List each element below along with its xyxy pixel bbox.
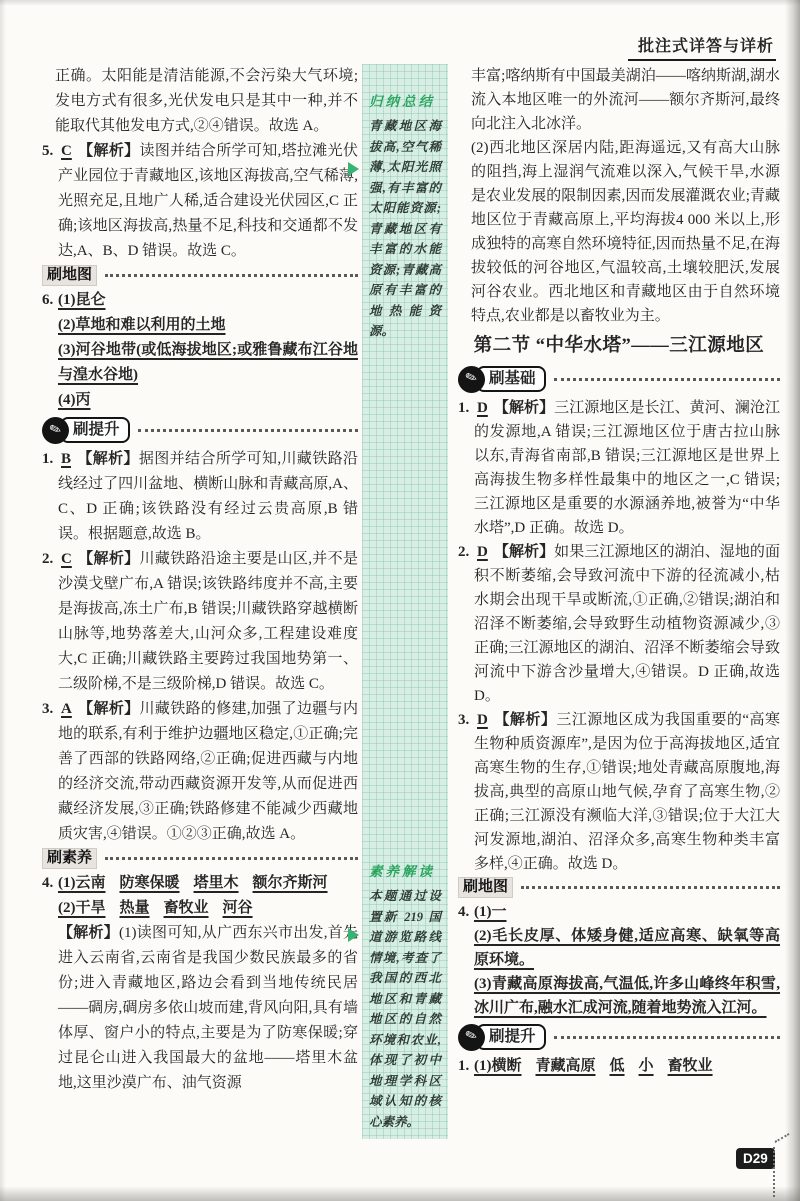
page-header-title: 批注式详答与详析 bbox=[628, 33, 776, 61]
badge-row-shua-tisheng bbox=[458, 1022, 780, 1052]
analysis-tag: 【解析】 bbox=[77, 701, 140, 717]
question-number: 4. bbox=[458, 904, 470, 920]
fill-answer: 畜牧业 bbox=[667, 1058, 713, 1074]
page-number-badge: D29 bbox=[736, 1148, 775, 1169]
badge-row-shua-ditu bbox=[458, 877, 780, 898]
answer-item-4 bbox=[42, 871, 358, 1096]
answer-item-3 bbox=[42, 697, 358, 847]
dotted-leader bbox=[554, 378, 780, 381]
fill-answer-row bbox=[58, 871, 358, 896]
dotted-leader bbox=[105, 857, 358, 860]
note-text: 本题通过设置新 219 国道游览路线情境,考查了我国的西北地区和青藏地区的自然环境和农业,体现了初中地理学科区域认知的核心素养。 bbox=[369, 889, 441, 1129]
fill-answer: (2)草地和难以利用的土地 bbox=[58, 317, 226, 333]
fill-answer: (3)青藏高原海拔高,气温低,许多山峰终年积雪,冰川广布,融水汇成河流,随着地势流入江河。 bbox=[474, 976, 780, 1016]
badge-shua-tisheng: 刷提升 bbox=[476, 1024, 546, 1050]
fill-answer-row bbox=[474, 1054, 780, 1078]
pen-icon: ✎ bbox=[458, 1024, 485, 1051]
answer-item-last bbox=[458, 1054, 780, 1078]
question-number: 1. bbox=[458, 1058, 470, 1074]
fill-answer: 河谷 bbox=[222, 900, 253, 916]
analysis-tag: 【解析】 bbox=[58, 925, 119, 941]
margin-note-strip bbox=[362, 64, 448, 1139]
question-number: 3. bbox=[458, 712, 470, 728]
badge-shua-tisheng: 刷提升 bbox=[60, 417, 130, 443]
note-guina-zongjie bbox=[369, 90, 441, 342]
left-column bbox=[42, 64, 358, 1096]
answer-letter: C bbox=[61, 143, 72, 159]
analysis-text: 读图并结合所学可知,塔拉滩光伏产业园位于青藏地区,该地区海拔高,空气稀薄,光照充足,且地广人稀,适合建设光伏园区,C 正确;该地区海拔高,热量不足,科技和交通都不发达,A、B、D 错误。故选 C。 bbox=[58, 143, 358, 259]
analysis-tag: 【解析】 bbox=[77, 143, 140, 159]
fill-answer: (2)毛长皮厚、体矮身健,适应高寒、缺氧等高原环境。 bbox=[474, 928, 780, 968]
badge-row-shua-tisheng bbox=[42, 415, 358, 445]
dotted-leader bbox=[554, 1036, 780, 1039]
fill-answer: (1)云南 bbox=[58, 875, 106, 891]
fill-answer: (2)干旱 bbox=[58, 900, 106, 916]
dotted-leader bbox=[521, 886, 780, 889]
fill-answer: (4)丙 bbox=[58, 392, 91, 408]
analysis-text: 三江源地区是长江、黄河、澜沧江的发源地,A 错误;三江源地区位于唐古拉山脉以东,青海省南部,B 错误;三江源地区是世界上高海拔生物多样性最集中的地区之一,C 错误;三江源地区是重要的水源涵养地,被誉为“中华水塔”,D 正确。故选 D。 bbox=[474, 400, 780, 536]
answer-item-1 bbox=[42, 447, 358, 547]
page-edge-left bbox=[0, 0, 6, 1201]
analysis-tag: 【解析】 bbox=[493, 544, 555, 560]
section-title: 第二节 “中华水塔”——三江源地区 bbox=[473, 336, 765, 356]
question-number: 1. bbox=[42, 451, 54, 467]
answer-letter: D bbox=[477, 544, 488, 560]
fill-answer: 热量 bbox=[119, 900, 150, 916]
fill-answer: (1)一 bbox=[474, 904, 507, 920]
badge-row-shua-suyang bbox=[42, 848, 358, 869]
continued-analysis-paragraph: 丰富;喀纳斯有中国最美湖泊——喀纳斯湖,湖水流入本地区唯一的外流河——额尔齐斯河,最终向北注入北冰洋。 bbox=[471, 68, 780, 132]
analysis-text: 川藏铁路沿途主要是山区,并不是沙漠戈壁广布,A 错误;该铁路纬度并不高,主要是海拔高,冻土广布,B 错误;川藏铁路穿越横断山脉等,地势落差大,山河众多,工程建设难度大,C 正确;川藏铁路主要跨过我国地势第一、二级阶梯,不是三级阶梯,D 错误。故选 C。 bbox=[58, 551, 358, 692]
note-title: 素养解读 bbox=[369, 864, 435, 879]
question-number: 5. bbox=[42, 143, 54, 159]
page-edge-top bbox=[0, 0, 800, 6]
answer-item-4 bbox=[458, 900, 780, 1020]
analysis-text: 据图并结合所学可知,川藏铁路沿线经过了四川盆地、横断山脉和青藏高原,A、C、D 正确;该铁路没有经过云贵高原,B 错误。根据题意,故选 B。 bbox=[58, 451, 358, 542]
answer-item-6 bbox=[42, 288, 358, 413]
analysis-paragraph bbox=[58, 921, 358, 1096]
fill-answer: 畜牧业 bbox=[163, 900, 209, 916]
fill-answer: 小 bbox=[638, 1058, 654, 1074]
note-text: 青藏地区海拔高,空气稀薄,太阳光照强,有丰富的太阳能资源;青藏地区有丰富的水能资源;青藏高原有丰富的地热能资源。 bbox=[369, 119, 441, 338]
badge-row-shua-ditu bbox=[42, 265, 358, 286]
note-pointer-icon bbox=[348, 162, 359, 176]
analysis-text: 如果三江源地区的湖泊、湿地的面积不断萎缩,会导致河流中下游的径流减小,枯水期会出现干旱或断流,①正确,②错误;湖泊和沼泽不断萎缩,会导致野生动植物资源减少,③正确;三江源地区的湖泊、沼泽不断萎缩会导致河流中下游含沙量增大,④错误。D 正确,故选 D。 bbox=[474, 544, 780, 704]
badge-shua-ditu: 刷地图 bbox=[458, 877, 513, 898]
pen-icon: ✎ bbox=[42, 417, 69, 444]
note-title: 归纳总结 bbox=[369, 94, 435, 109]
answer-letter: A bbox=[61, 701, 72, 717]
analysis-tag: 【解析】 bbox=[493, 400, 555, 416]
fill-answer: (1)横断 bbox=[474, 1058, 522, 1074]
answer-letter: B bbox=[61, 451, 72, 467]
fill-answer: 额尔齐斯河 bbox=[252, 875, 328, 891]
answer-item-2 bbox=[458, 540, 780, 708]
question-number: 3. bbox=[42, 701, 54, 717]
question-number: 1. bbox=[458, 400, 470, 416]
page-edge-shadow-bottom bbox=[0, 1186, 800, 1201]
dotted-leader bbox=[138, 429, 358, 432]
badge-row-shua-jichu bbox=[458, 364, 780, 394]
badge-shua-jichu: 刷基础 bbox=[476, 366, 546, 392]
fill-answer-row bbox=[58, 896, 358, 921]
continued-analysis-paragraph: (2)西北地区深居内陆,距海遥远,又有高大山脉的阻挡,海上湿润气流难以深入,气候干旱,水源是农业发展的限制因素,因而发展灌溉农业;青藏地区位于青藏高原上,平均海拔4 000 米以上,形成独特的高寒自然环境特征,因而热量不足,在海拔较低的河谷地区,气温较高,土壤较肥沃,发展河谷农业。西北地区和青藏地区由于自然环境特点,农业都是以畜牧业为主。 bbox=[471, 140, 780, 324]
dotted-leader bbox=[105, 274, 358, 277]
answer-item-1 bbox=[458, 396, 780, 540]
page-edge-shadow-right bbox=[785, 0, 800, 1201]
answer-letter: C bbox=[61, 551, 72, 567]
badge-shua-suyang: 刷素养 bbox=[42, 848, 97, 869]
question-number: 2. bbox=[458, 544, 470, 560]
note-suyang-jiedu bbox=[369, 860, 441, 1132]
analysis-text: 川藏铁路的修建,加强了边疆与内地的联系,有利于维护边疆地区稳定,①正确;完善了西部的铁路网络,②正确;促进西藏与内地的经济交流,带动西藏资源开发等,从而促进西藏经济发展,③正确;铁路修建不能减少西藏地质灾害,④错误。①②③正确,故选 A。 bbox=[58, 701, 358, 842]
right-column bbox=[458, 64, 780, 1078]
badge-shua-ditu: 刷地图 bbox=[42, 265, 97, 286]
question-number: 2. bbox=[42, 551, 54, 567]
question-number: 6. bbox=[42, 292, 54, 308]
answer-item-2 bbox=[42, 547, 358, 697]
fill-answer: (3)河谷地带(或低海拔地区;或雅鲁藏布江谷地与湟水谷地) bbox=[58, 342, 358, 383]
pen-icon: ✎ bbox=[458, 366, 485, 393]
analysis-text: (1)读图可知,从广西东兴市出发,首先进入云南省,云南省是我国少数民族最多的省份;进入青藏地区,路边会看到当地传统民居——碉房,碉房多依山坡而建,背风向阳,具有墙体厚、窗户小的特点,主要是为了防寒保暖;穿过昆仑山进入我国最大的盆地——塔里木盆地,这里沙漠广布、油气资源 bbox=[58, 925, 358, 1091]
fill-answer: 低 bbox=[609, 1058, 625, 1074]
answer-item-5 bbox=[42, 139, 358, 264]
analysis-text: 三江源地区成为我国重要的“高寒生物种质资源库”,是因为位于高海拔地区,适宜高寒生物的生存,①错误;地处青藏高原腹地,海拔高,典型的高原山地气候,孕育了高寒生物,②正确;三江源没有濒临大洋,③错误;位于大江大河发源地,湖泊、沼泽众多,高寒生物种类丰富多样,④正确。故选 D。 bbox=[474, 712, 780, 872]
continued-analysis-paragraph: 正确。太阳能是清洁能源,不会污染大气环境;发电方式有很多,光伏发电只是其中一种,并不能取代其他发电方式,②④错误。故选 A。 bbox=[55, 68, 358, 134]
note-pointer-icon bbox=[348, 928, 359, 942]
analysis-tag: 【解析】 bbox=[493, 712, 557, 728]
analysis-tag: 【解析】 bbox=[77, 451, 139, 467]
fill-answer: 塔里木 bbox=[193, 875, 239, 891]
answer-letter: D bbox=[477, 400, 488, 416]
question-number: 4. bbox=[42, 875, 54, 891]
fill-answer: 青藏高原 bbox=[535, 1058, 596, 1074]
fill-answer: 防寒保暖 bbox=[119, 875, 180, 891]
analysis-tag: 【解析】 bbox=[77, 551, 140, 567]
answer-item-3 bbox=[458, 708, 780, 876]
fill-answer: (1)昆仑 bbox=[58, 292, 106, 308]
answer-letter: D bbox=[477, 712, 488, 728]
